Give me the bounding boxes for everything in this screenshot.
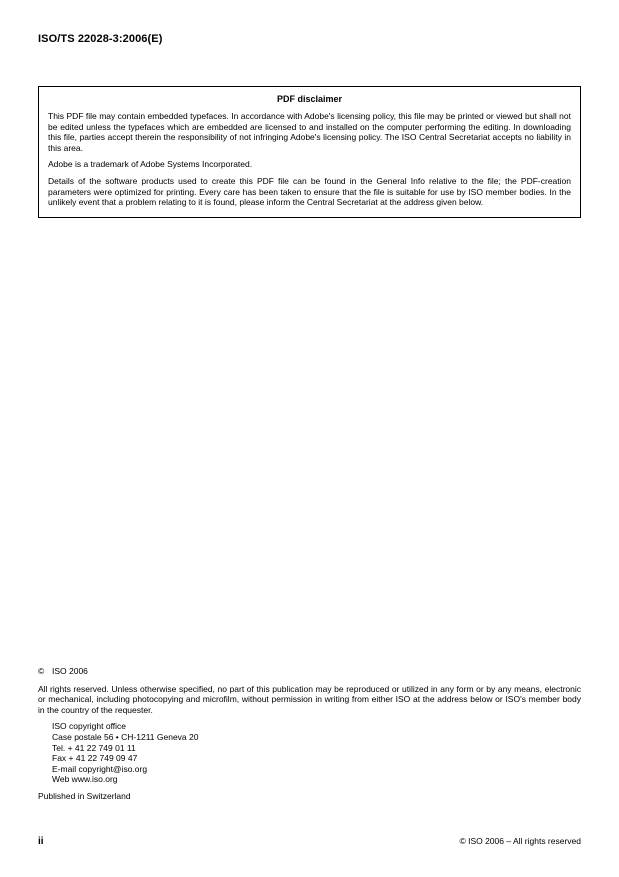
footer-page-number: ii [38, 836, 44, 847]
disclaimer-paragraph: This PDF file may contain embedded typefaces. In accordance with Adobe's licensing policy, this file may be printed or viewed but shall not be edited unless the typefaces which are embedded are licensed to and installed on the computer performing the editing. In downloading this file, parties accept therein the responsibility of not infringing Adobe's licensing policy. The ISO Central Secretariat accepts no liability in this area. [48, 111, 571, 153]
address-line-office: ISO copyright office [52, 721, 127, 732]
copyright-block [38, 666, 581, 802]
disclaimer-title: PDF disclaimer [276, 94, 343, 104]
disclaimer-paragraph: Adobe is a trademark of Adobe Systems Incorporated. [48, 159, 253, 170]
address-line-fax: Fax + 41 22 749 09 47 [52, 753, 138, 764]
pdf-disclaimer-box [38, 86, 581, 218]
address-line-tel: Tel. + 41 22 749 01 11 [52, 742, 136, 753]
footer-copyright-line: © ISO 2006 – All rights reserved [459, 836, 581, 846]
page-footer [38, 836, 581, 847]
published-in-line: Published in Switzerland [38, 790, 131, 801]
copyright-notice [38, 666, 581, 677]
disclaimer-paragraph: Details of the software products used to create this PDF file can be found in the General Info relative to the file; the PDF-creation parameters were optimized for printing. Every care has been taken to ensure that the file is suitable for use by ISO member bodies. In the unlikely event that a problem relating to it is found, please inform the Central Secretariat at the address given below. [48, 175, 571, 208]
copyright-year: ISO 2006 [52, 666, 88, 676]
iso-address-block [52, 721, 581, 785]
copyright-rights-text: All rights reserved. Unless otherwise specified, no part of this publication may be reproduced or utilized in any form or by any means, electronic or mechanical, including photocopying and microfilm, without permission in writing from either ISO at the address below or ISO's member body in the country of the requester. [38, 683, 581, 715]
address-line-postal: Case postale 56 • CH-1211 Geneva 20 [52, 731, 199, 742]
copyright-symbol: © [38, 666, 45, 676]
address-line-web: Web www.iso.org [52, 774, 118, 785]
document-header-id: ISO/TS 22028-3:2006(E) [38, 33, 163, 45]
address-line-email: E-mail copyright@iso.org [52, 763, 148, 774]
